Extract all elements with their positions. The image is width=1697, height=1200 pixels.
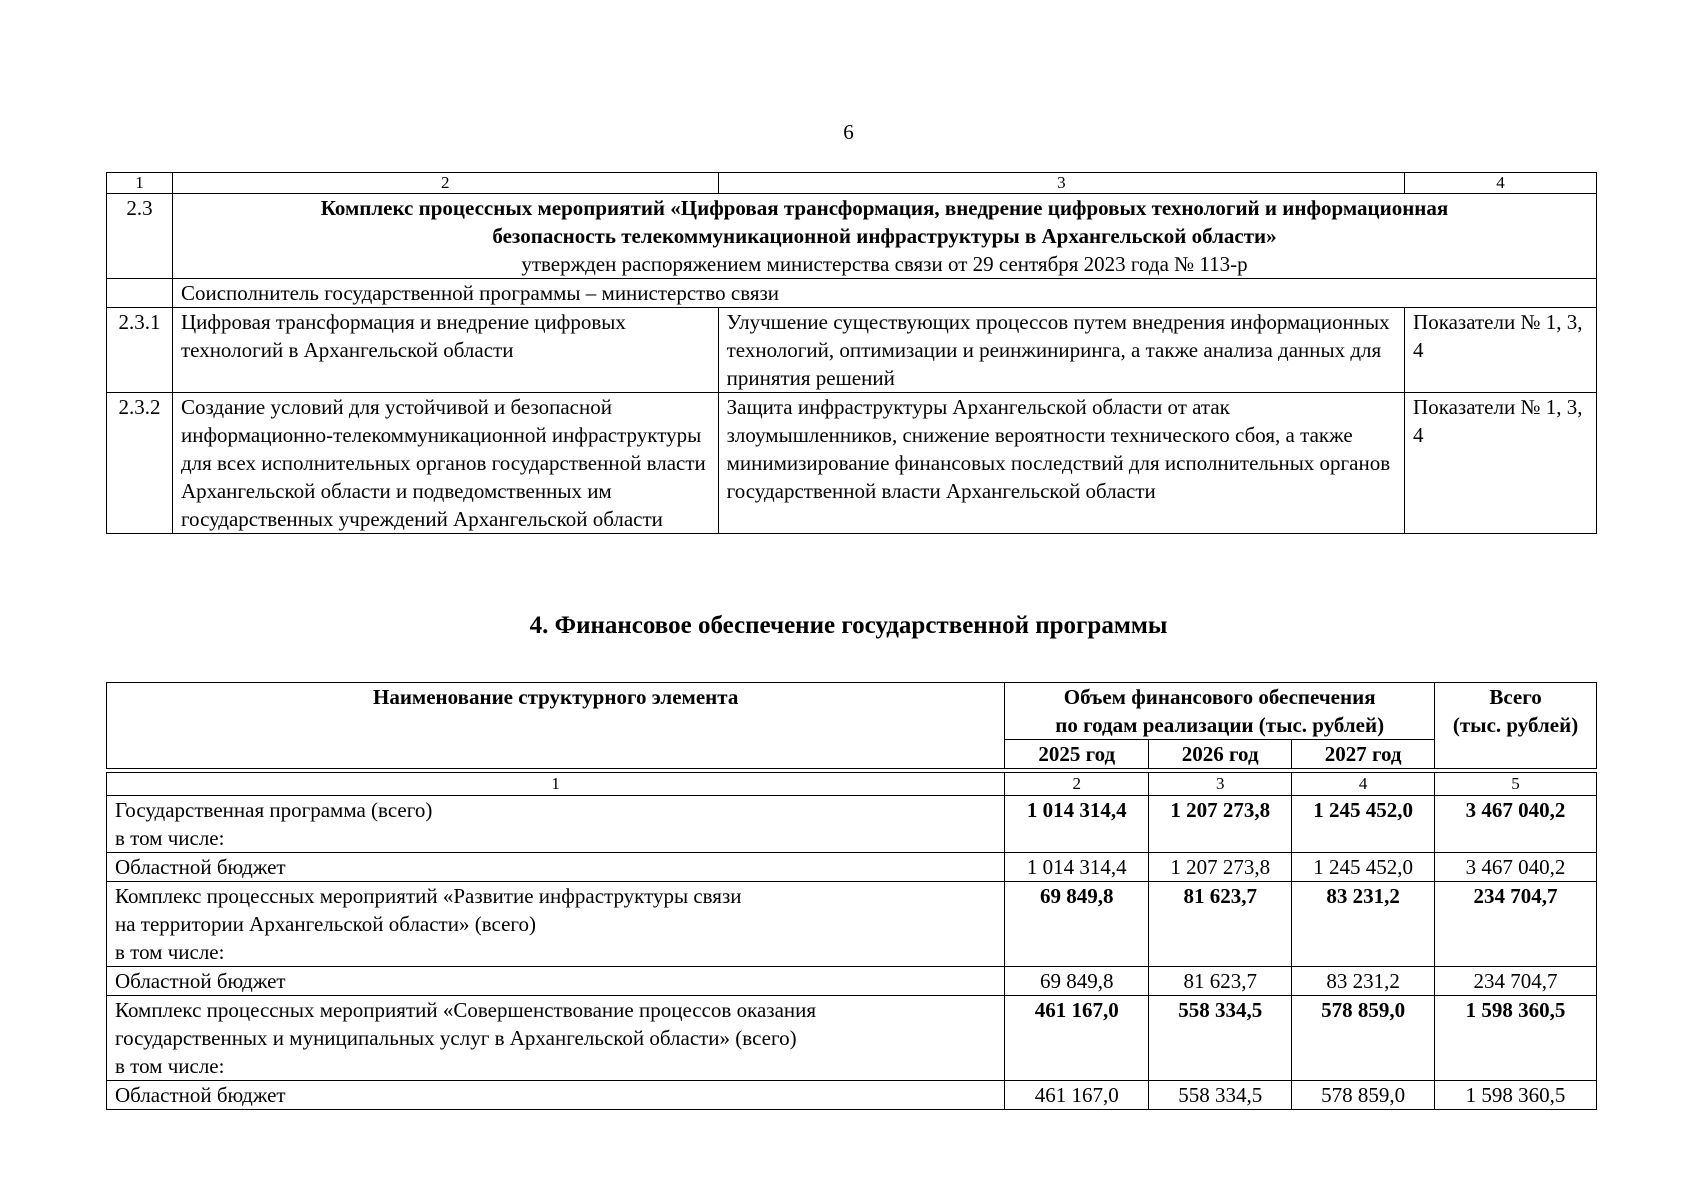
row-year-value: 81 623,7 (1149, 882, 1292, 967)
header-total-line: (тыс. рублей) (1452, 713, 1579, 737)
column-number: 4 (1292, 773, 1435, 796)
row-year-value: 69 849,8 (1005, 967, 1149, 996)
header-volume (1005, 683, 1435, 740)
row-total: 3 467 040,2 (1435, 796, 1597, 853)
section-title-line: Комплекс процессных мероприятий «Цифровая трансформация, внедрение цифровых технологий и информационная (320, 196, 1449, 220)
header-total (1435, 683, 1597, 769)
row-year-value: 1 245 452,0 (1292, 796, 1435, 853)
column-number: 3 (718, 173, 1404, 194)
row-name-line: на территории Архангельской области» (всего) (115, 912, 536, 936)
row-description: Улучшение существующих процессов путем внедрения информационных технологий, оптимизации и реинжиниринга, а также анализа данных для принятия решений (718, 308, 1404, 393)
row-name-line: Комплекс процессных мероприятий «Развитие инфраструктуры связи (115, 884, 742, 908)
row-name-line: государственных и муниципальных услуг в Архангельской области» (всего) (115, 1026, 797, 1050)
row-name (107, 853, 1005, 882)
row-name-line: в том числе: (115, 940, 225, 964)
row-name (107, 1081, 1005, 1110)
row-name (107, 967, 1005, 996)
row-task: Цифровая трансформация и внедрение цифровых технологий в Архангельской области (172, 308, 718, 393)
header-name: Наименование структурного элемента (107, 683, 1005, 769)
row-year-value: 1 014 314,4 (1005, 853, 1149, 882)
column-number: 3 (1149, 773, 1292, 796)
header-volume-line: по годам реализации (тыс. рублей) (1055, 713, 1385, 737)
table-row (107, 882, 1597, 967)
page-number: 6 (843, 120, 854, 144)
row-total: 234 704,7 (1435, 882, 1597, 967)
section-title-cell (172, 194, 1596, 279)
financing-body (107, 796, 1597, 1110)
row-year-value: 578 859,0 (1292, 996, 1435, 1081)
row-name (107, 796, 1005, 853)
activities-table (106, 172, 1597, 534)
table-header-row (107, 173, 1597, 194)
row-year-value: 1 245 452,0 (1292, 853, 1435, 882)
table-row (107, 393, 1597, 534)
financing-header-row (107, 683, 1597, 740)
header-year: 2025 год (1005, 740, 1149, 769)
row-year-value: 83 231,2 (1292, 967, 1435, 996)
financing-index-row (107, 773, 1597, 796)
row-total: 3 467 040,2 (1435, 853, 1597, 882)
row-year-value: 1 207 273,8 (1149, 796, 1292, 853)
row-description: Защита инфраструктуры Архангельской области от атак злоумышленников, снижение вероятности технического сбоя, а также минимизирование финансовых последствий для исполнительных органов государственной власти Архангельской области (718, 393, 1404, 534)
section-title-line: безопасность телекоммуникационной инфраструктуры в Архангельской области» (492, 224, 1277, 248)
column-number: 2 (1005, 773, 1149, 796)
row-name-line: Областной бюджет (115, 855, 286, 879)
table-row (107, 853, 1597, 882)
financing-section-title: 4. Финансовое обеспечение государственной программы (529, 612, 1168, 639)
row-indicators: Показатели № 1, 3, 4 (1405, 308, 1597, 393)
section-row (107, 194, 1597, 279)
section-number: 2.3 (107, 194, 173, 279)
row-year-value: 461 167,0 (1005, 996, 1149, 1081)
row-name (107, 996, 1005, 1081)
row-year-value: 1 014 314,4 (1005, 796, 1149, 853)
row-year-value: 578 859,0 (1292, 1081, 1435, 1110)
column-number: 5 (1435, 773, 1597, 796)
row-total: 1 598 360,5 (1435, 996, 1597, 1081)
row-name-line: Областной бюджет (115, 1083, 286, 1107)
header-year: 2027 год (1292, 740, 1435, 769)
row-indicators: Показатели № 1, 3, 4 (1405, 393, 1597, 534)
column-number: 1 (107, 773, 1005, 796)
row-year-value: 83 231,2 (1292, 882, 1435, 967)
header-volume-line: Объем финансового обеспечения (1063, 685, 1376, 709)
row-name (107, 882, 1005, 967)
section-approval: утвержден распоряжением министерства связи от 29 сентября 2023 года № 113-р (521, 252, 1248, 276)
column-number: 4 (1405, 173, 1597, 194)
row-name-line: Государственная программа (всего) (115, 798, 433, 822)
row-year-value: 558 334,5 (1149, 1081, 1292, 1110)
row-year-value: 461 167,0 (1005, 1081, 1149, 1110)
row-name-line: в том числе: (115, 826, 225, 850)
row-number: 2.3.2 (107, 393, 173, 534)
column-number: 1 (107, 173, 173, 194)
row-year-value: 1 207 273,8 (1149, 853, 1292, 882)
row-name-line: в том числе: (115, 1054, 225, 1078)
table-row (107, 308, 1597, 393)
header-year: 2026 год (1149, 740, 1292, 769)
row-year-value: 558 334,5 (1149, 996, 1292, 1081)
column-number: 2 (172, 173, 718, 194)
row-name-line: Комплекс процессных мероприятий «Совершенствование процессов оказания (115, 998, 817, 1022)
row-number: 2.3.1 (107, 308, 173, 393)
table-row (107, 967, 1597, 996)
row-year-value: 81 623,7 (1149, 967, 1292, 996)
financing-table (106, 682, 1597, 1110)
table-row (107, 996, 1597, 1081)
row-year-value: 69 849,8 (1005, 882, 1149, 967)
row-task: Создание условий для устойчивой и безопасной информационно-телекоммуникационной инфраструктуры для всех исполнительных органов государственной власти Архангельской области и подведомственных им государственных учреждений Архангельской области (172, 393, 718, 534)
header-total-line: Всего (1489, 685, 1542, 709)
table-row (107, 1081, 1597, 1110)
coexecutor-row (107, 279, 1597, 308)
row-total: 234 704,7 (1435, 967, 1597, 996)
row-name-line: Областной бюджет (115, 969, 286, 993)
coexecutor-text: Соисполнитель государственной программы – министерство связи (172, 279, 1596, 308)
row-total: 1 598 360,5 (1435, 1081, 1597, 1110)
table-row (107, 796, 1597, 853)
